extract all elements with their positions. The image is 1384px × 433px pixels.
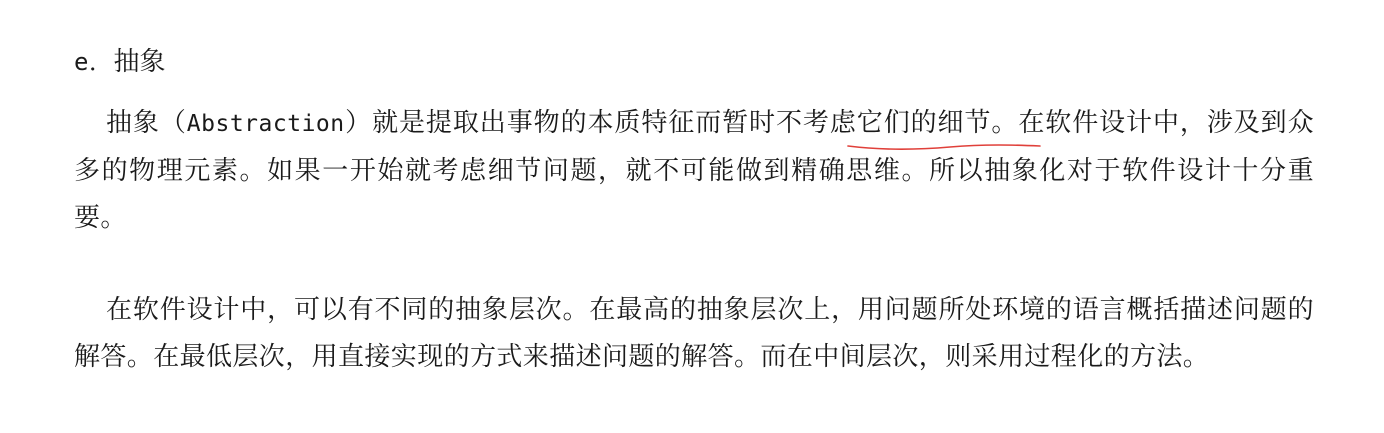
section-marker: e． — [74, 48, 114, 76]
paragraph1-body: ）就是提取出事物的本质特征而暂时不考虑它们的细节。在软件设计中，涉及到众多的物理元素。如果一开始就考虑细节问题，就不可能做到精确思维。所以抽象化对于软件设计十分重要。 — [74, 108, 1315, 233]
paragraph-abstraction-levels: 在软件设计中，可以有不同的抽象层次。在最高的抽象层次上，用问题所处环境的语言概括描述问题的解答。在最低层次，用直接实现的方式来描述问题的解答。而在中间层次，则采用过程化的方法。 — [74, 295, 1314, 372]
abstraction-term: Abstraction — [186, 111, 345, 137]
document-page — [74, 40, 1314, 381]
paragraph-abstraction-definition — [74, 100, 1314, 242]
section-title: 抽象 — [113, 47, 166, 77]
paragraph1-lead: 抽象（ — [106, 108, 187, 138]
section-heading — [74, 40, 1314, 84]
